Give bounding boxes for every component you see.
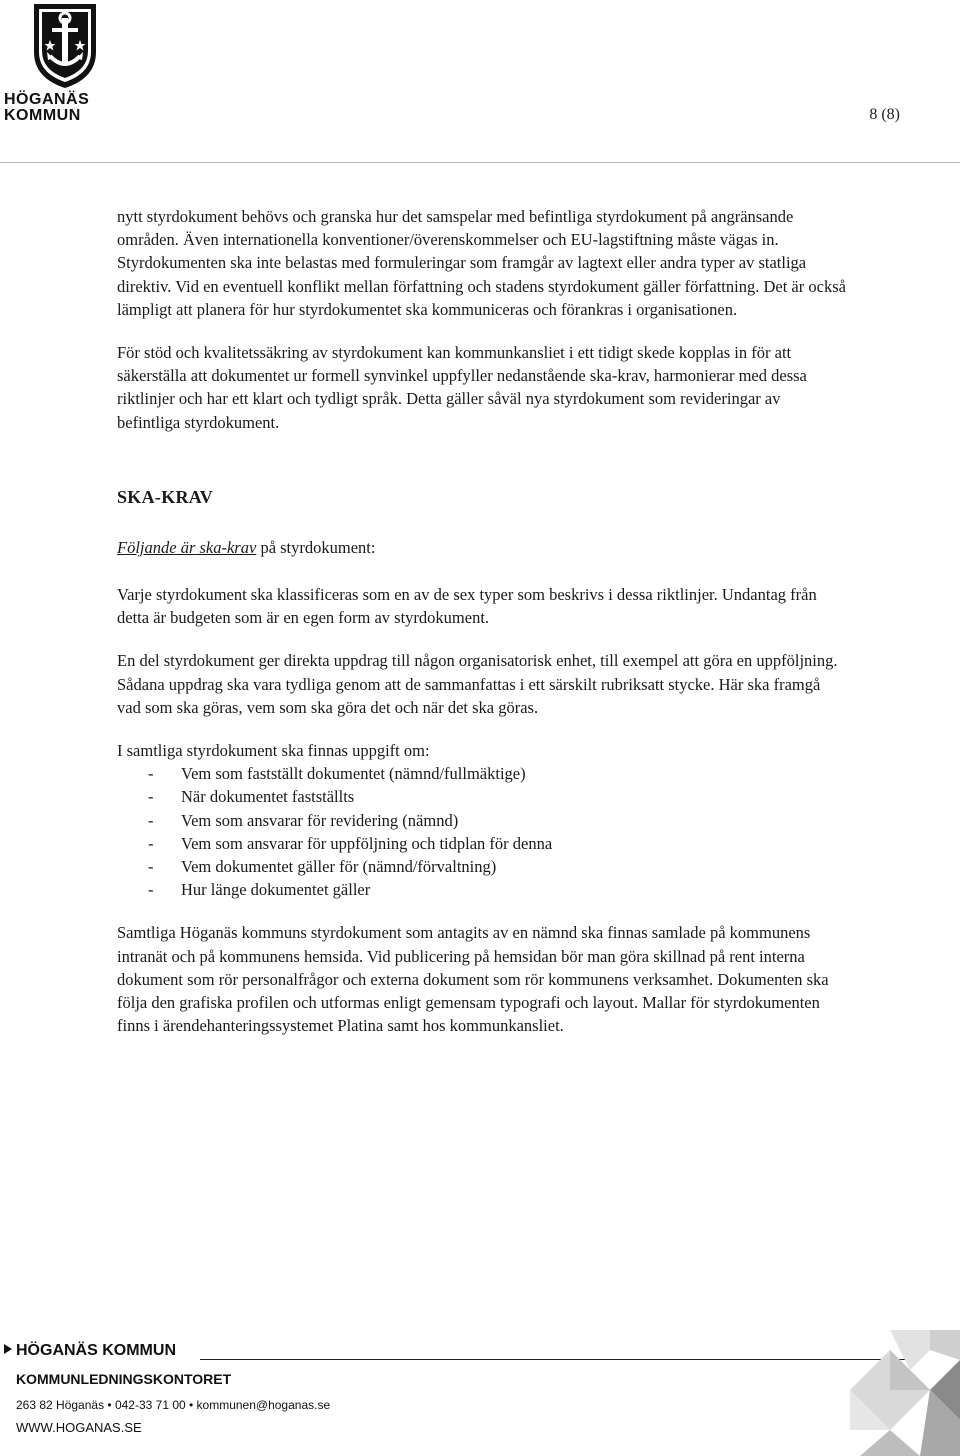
section-heading: SKA-KRAV xyxy=(117,487,214,507)
section-intro xyxy=(117,538,375,558)
section-body xyxy=(117,583,847,1057)
arrow-marker-icon xyxy=(4,1344,12,1354)
requirement-list xyxy=(117,762,847,901)
footer-address: 263 82 Höganäs • 042-33 71 00 • kommunen@hoganas.se xyxy=(16,1398,331,1412)
section-paragraph-2: En del styrdokument ger direkta uppdrag till någon organisatorisk enhet, till exempel att göra en uppföljning. Sådana uppdrag ska vara tydliga genom att de sammanfattas i ett särskilt rubriksatt stycke. Här ska framgå vad som ska göras, vem som ska göra det och när det ska göras. xyxy=(117,651,838,717)
list-item: - Vem som ansvarar för uppföljning och tidplan för denna xyxy=(148,833,553,853)
section-intro-italic: Följande är ska-krav xyxy=(117,538,257,557)
footer-website: WWW.HOGANAS.SE xyxy=(16,1420,142,1435)
list-item: - Vem som ansvarar för revidering (nämnd) xyxy=(148,810,459,830)
intro-text xyxy=(117,205,847,454)
paragraph-1: nytt styrdokument behövs och granska hur det samspelar med befintliga styrdokument på angränsande områden. Även internationella konventioner/överenskommelser och EU-lagstiftning måste vägas in. Styrdokumenten ska inte belastas med formuleringar som framgår av lagtext eller andra typer av statliga direktiv. Vid en eventuell konflikt mellan författning och stadens styrdokument gäller författning. Det är också lämpligt att planera för hur styrdokumentet ska kommuniceras och förankras i organisationen. xyxy=(117,207,846,319)
diamond-pattern-icon xyxy=(820,1330,960,1456)
page-number: 8 (8) xyxy=(869,106,900,123)
logo-line1: HÖGANÄS xyxy=(4,91,90,108)
list-item: - När dokumentet fastställts xyxy=(148,787,355,807)
footer-department: KOMMUNLEDNINGSKONTORET xyxy=(16,1371,232,1387)
footer-org: HÖGANÄS KOMMUN xyxy=(16,1342,176,1359)
header-divider xyxy=(0,162,960,163)
logo-line2: KOMMUN xyxy=(4,107,81,124)
paragraph-2: För stöd och kvalitetssäkring av styrdokument kan kommunkansliet i ett tidigt skede kopplas in för att säkerställa att dokumentet ur formell synvinkel uppfyller nedanstående ska-krav, harmonierar med dessa riktlinjer och har ett klart och tydligt språk. Detta gäller såväl nya styrdokument som revideringar av befintliga styrdokument. xyxy=(117,343,807,432)
section-intro-rest: på styrdokument: xyxy=(256,538,376,557)
list-item: - Vem dokumentet gäller för (nämnd/förvaltning) xyxy=(148,857,497,877)
closing-paragraph: Samtliga Höganäs kommuns styrdokument som antagits av en nämnd ska finnas samlade på kommunens intranät och på kommunens hemsida. Vid publicering på hemsidan bör man göra skillnad på rent interna dokument som rör personalfrågor och externa dokument som rör kommunens verksamhet. Dokumenten ska följa den grafiska profilen och utformas enligt gemensam typografi och layout. Mallar för styrdokumenten finns i ärendehanteringssystemet Platina samt hos kommunkansliet. xyxy=(117,923,829,1036)
section-paragraph-1: Varje styrdokument ska klassificeras som en av de sex typer som beskrivs i dessa riktlinjer. Undantag från detta är budgeten som är en egen form av styrdokument. xyxy=(117,585,817,628)
logo-wordmark xyxy=(4,92,114,124)
footer xyxy=(0,1330,960,1456)
list-item: - Vem som fastställt dokumentet (nämnd/fullmäktige) xyxy=(148,764,526,784)
list-intro: I samtliga styrdokument ska finnas uppgift om: xyxy=(117,741,430,761)
list-item: - Hur länge dokumentet gäller xyxy=(148,880,371,900)
footer-divider xyxy=(200,1359,920,1360)
